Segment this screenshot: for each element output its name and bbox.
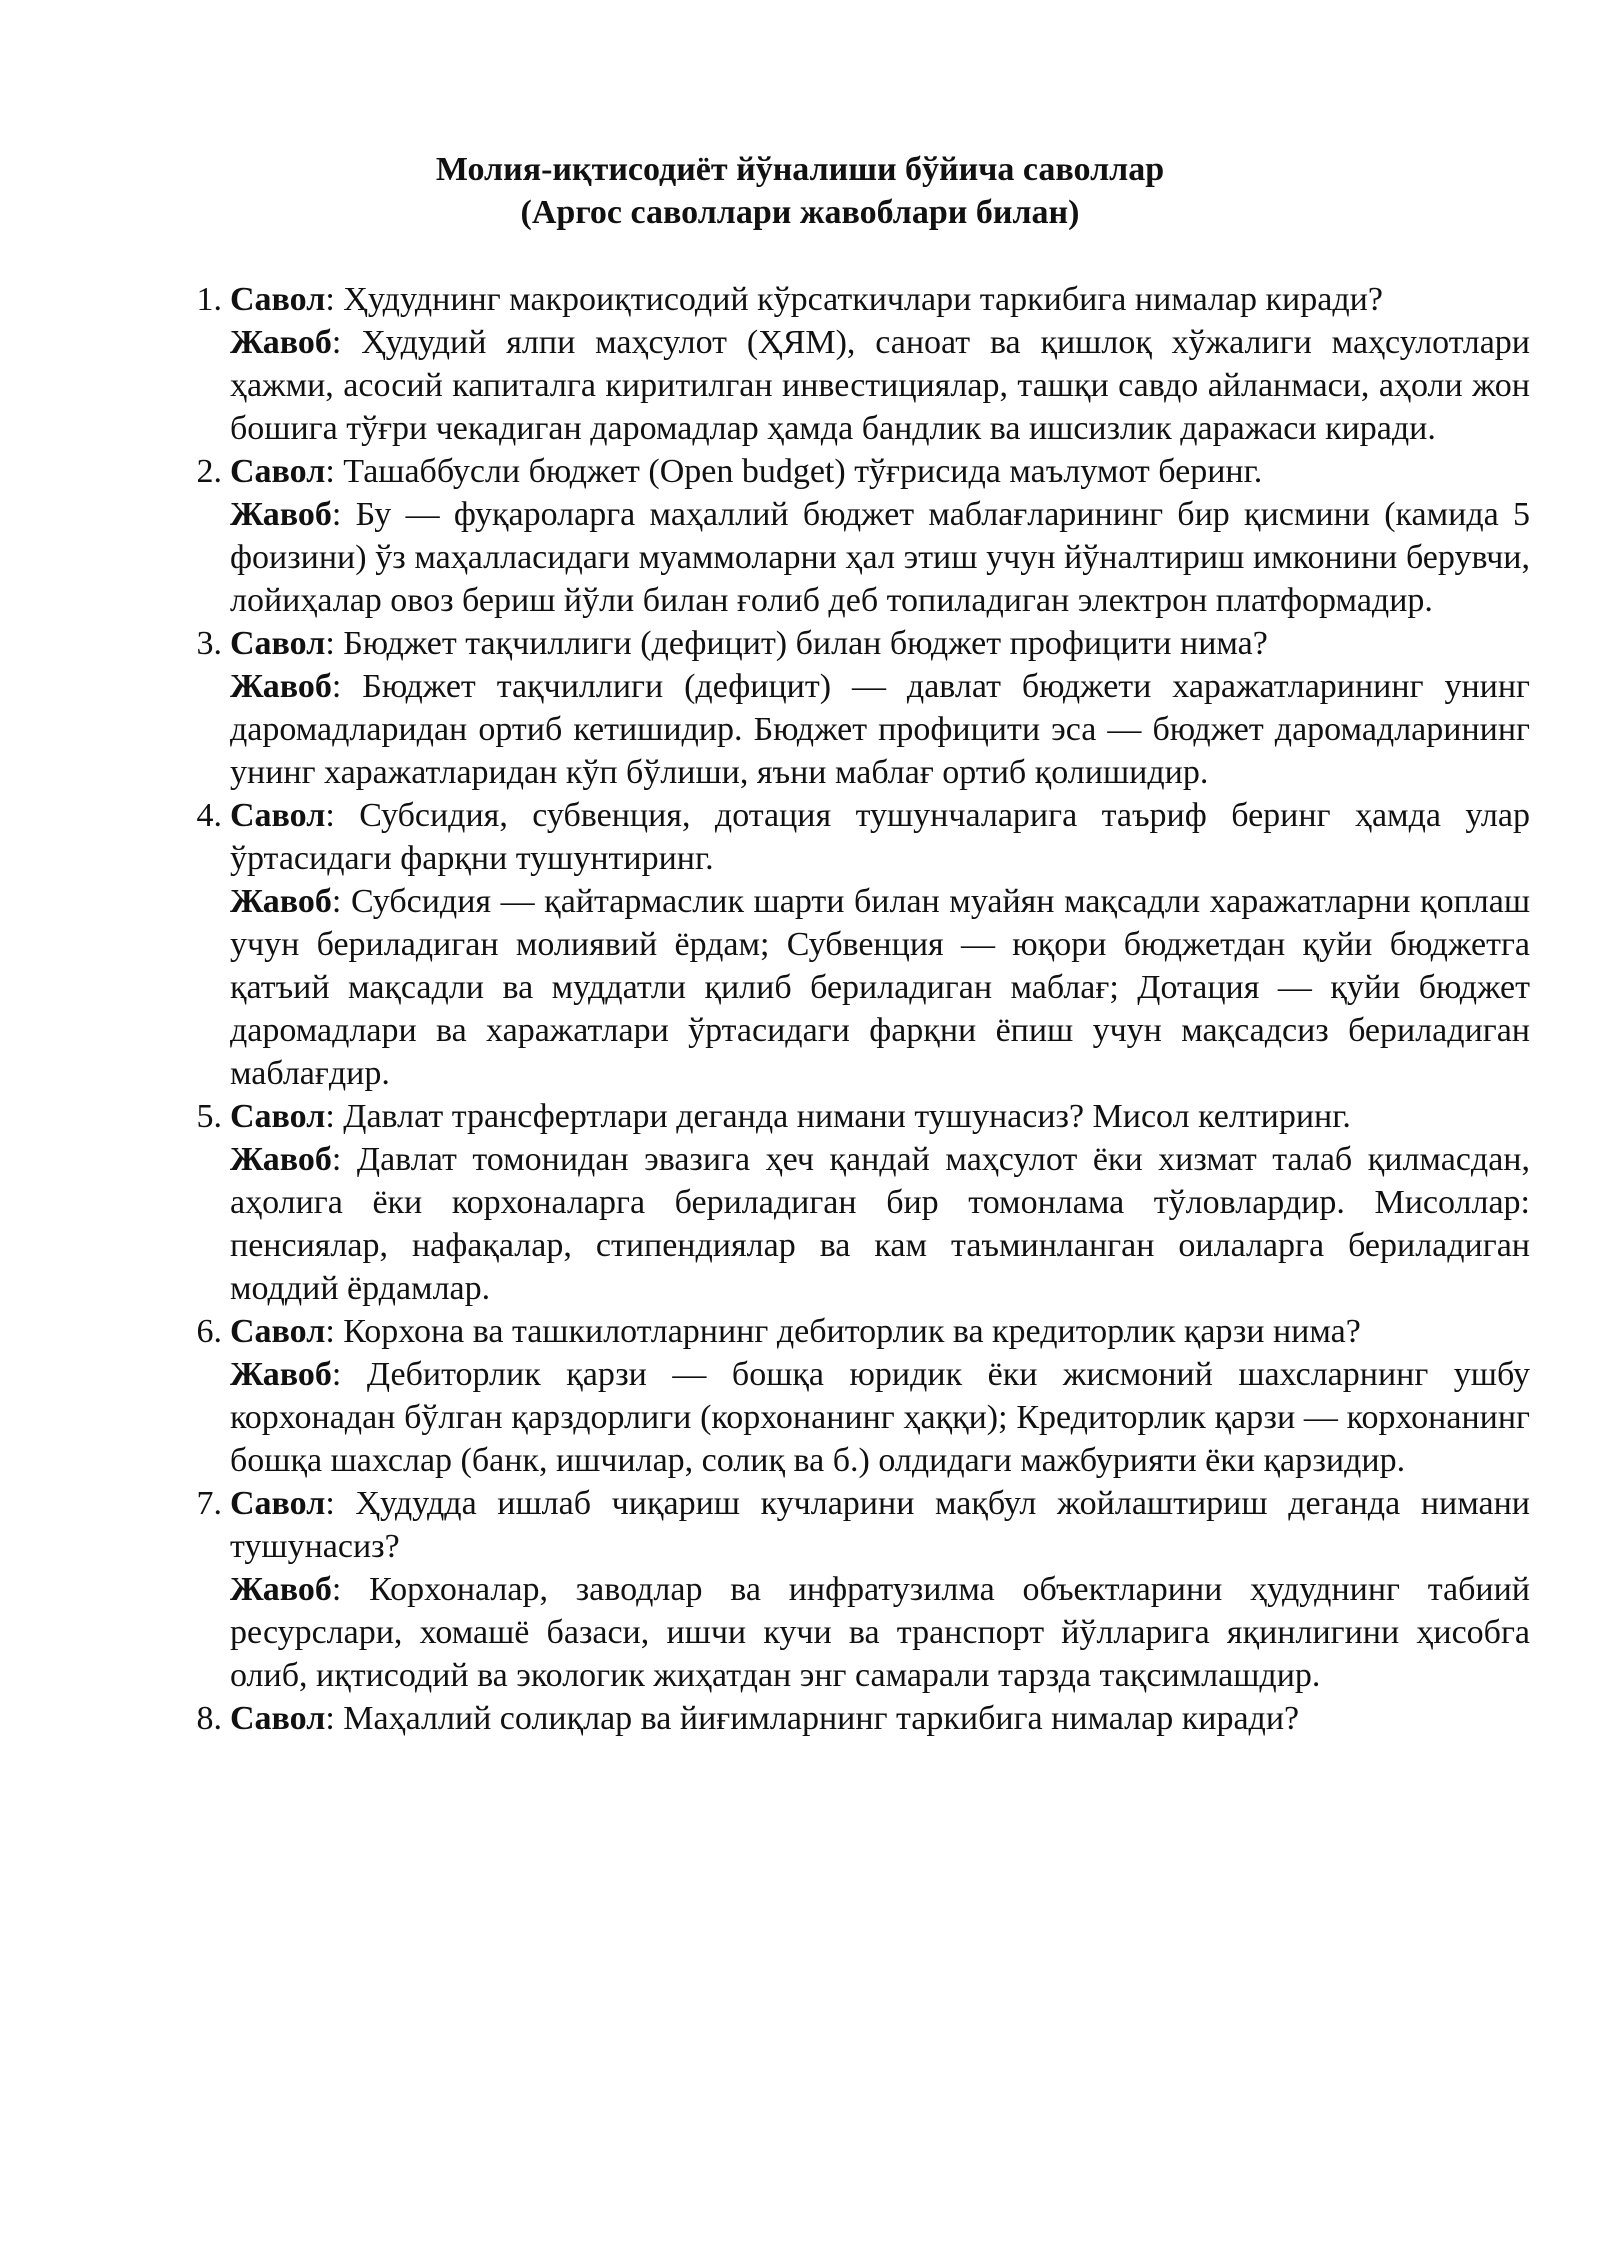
- question-paragraph: [230, 794, 1530, 880]
- answer-paragraph: [230, 880, 1530, 1095]
- question-text: Ҳудудда ишлаб чиқариш кучларини мақбул жойлаштириш деганда нимани тушунасиз?: [230, 1485, 1530, 1565]
- item-number: 2.: [196, 453, 222, 490]
- question-text: Бюджет тақчиллиги (дефицит) билан бюджет профицити нима?: [343, 625, 1268, 662]
- item-number: 6.: [196, 1313, 222, 1350]
- qa-item-8: [196, 1697, 1530, 1740]
- answer-paragraph: [230, 665, 1530, 794]
- label-separator: :: [325, 1485, 356, 1522]
- answer-label: Жавоб: [230, 496, 332, 533]
- answer-text: Корхоналар, заводлар ва инфратузилма объектларини ҳудуднинг табиий ресурслари, хомашё базаси, ишчи кучи ва транспорт йўлларига яқинлигини ҳисобга олиб, иқтисодий ва экологик жиҳатдан энг самарали тарзда тақсимлашдир.: [230, 1571, 1531, 1694]
- document-title: [0, 148, 1600, 234]
- item-number: 1.: [196, 281, 222, 318]
- label-separator: :: [331, 668, 363, 705]
- label-separator: :: [325, 625, 344, 662]
- question-label: Савол: [230, 1700, 326, 1737]
- title-line-1: Молия-иқтисодиёт йўналиши бўйича саволлар: [435, 151, 1165, 188]
- question-paragraph: [230, 1482, 1530, 1568]
- title-line-2: (Аргос саволлари жавоблари билан): [520, 194, 1080, 231]
- label-separator: :: [331, 1356, 367, 1393]
- answer-paragraph: [230, 493, 1530, 622]
- qa-item-3: [196, 622, 1530, 794]
- label-separator: :: [325, 281, 344, 318]
- item-number: 7.: [196, 1485, 222, 1522]
- question-label: Савол: [230, 1098, 326, 1135]
- answer-text: Субсидия — қайтармаслик шарти билан муайян мақсадли харажатларни қоплаш учун бериладиган молиявий ёрдам; Субвенция — юқори бюджетдан қуйи бюджетга қатъий мақсадли ва муддатли қилиб бериладиган маблағ; Дотация — қуйи бюджет даромадлари ва харажатлари ўртасидаги фарқни ёпиш учун мақсадсиз бериладиган маблағдир.: [230, 883, 1531, 1092]
- qa-item-4: [196, 794, 1531, 1095]
- label-separator: :: [325, 453, 344, 490]
- qa-item-5: [196, 1095, 1530, 1310]
- qa-item-2: [196, 450, 1530, 622]
- question-label: Савол: [230, 281, 326, 318]
- question-text: Ташаббусли бюджет (Open budget) тўғрисида маълумот беринг.: [343, 453, 1263, 490]
- answer-text: Давлат томонидан эвазига ҳеч қандай маҳсулот ёки хизмат талаб қилмасдан, аҳолига ёки корхоналарга бериладиган бир томонлама тўловлардир. Мисоллар: пенсиялар, нафақалар, стипендиялар ва кам таъминланган оилаларга бериладиган моддий ёрдамлар.: [230, 1141, 1530, 1307]
- item-number: 8.: [196, 1700, 222, 1737]
- question-paragraph: [230, 1697, 1530, 1740]
- label-separator: :: [331, 1571, 370, 1608]
- question-label: Савол: [230, 797, 326, 834]
- question-paragraph: [230, 278, 1530, 321]
- answer-label: Жавоб: [230, 324, 332, 361]
- qa-item-6: [196, 1310, 1530, 1482]
- label-separator: :: [325, 1098, 344, 1135]
- question-text: Ҳудуднинг макроиқтисодий кўрсаткичлари таркибига нималар киради?: [343, 281, 1383, 318]
- answer-label: Жавоб: [230, 1141, 332, 1178]
- questions-list: [196, 278, 1531, 1740]
- question-paragraph: [230, 1095, 1530, 1138]
- question-text: Субсидия, субвенция, дотация тушунчаларига таъриф беринг ҳамда улар ўртасидаги фарқни тушунтиринг.: [230, 797, 1530, 877]
- question-label: Савол: [230, 1313, 326, 1350]
- answer-text: Бу — фуқароларга маҳаллий бюджет маблағларининг бир қисмини (камида 5 фоизини) ўз маҳалласидаги муаммоларни ҳал этиш учун йўналтириш имконини берувчи, лойиҳалар овоз бериш йўли билан ғолиб деб топиладиган электрон платформадир.: [230, 496, 1530, 619]
- answer-label: Жавоб: [230, 1571, 332, 1608]
- label-separator: :: [325, 797, 360, 834]
- label-separator: :: [331, 883, 351, 920]
- question-text: Маҳаллий солиқлар ва йиғимларнинг таркибига нималар киради?: [343, 1700, 1300, 1737]
- answer-paragraph: [230, 321, 1530, 450]
- item-number: 3.: [196, 625, 222, 662]
- question-label: Савол: [230, 1485, 326, 1522]
- question-text: Давлат трансфертлари деганда нимани тушунасиз? Мисол келтиринг.: [343, 1098, 1351, 1135]
- question-label: Савол: [230, 625, 326, 662]
- label-separator: :: [331, 1141, 357, 1178]
- item-number: 4.: [196, 797, 222, 834]
- label-separator: :: [331, 496, 356, 533]
- answer-paragraph: [230, 1138, 1530, 1310]
- answer-text: Бюджет тақчиллиги (дефицит) — давлат бюджети харажатларининг унинг даромадларидан ортиб кетишидир. Бюджет профицити эса — бюджет даромадларининг унинг харажатларидан кўп бўлиши, яъни маблағ ортиб қолишидир.: [230, 668, 1530, 791]
- question-label: Савол: [230, 453, 326, 490]
- answer-text: Ҳудудий ялпи маҳсулот (ҲЯМ), саноат ва қишлоқ хўжалиги маҳсулотлари ҳажми, асосий капиталга киритилган инвестициялар, ташқи савдо айланмаси, аҳоли жон бошига тўғри чекадиган даромадлар ҳамда бандлик ва ишсизлик даражаси киради.: [230, 324, 1530, 447]
- question-text: Корхона ва ташкилотларнинг дебиторлик ва кредиторлик қарзи нима?: [343, 1313, 1361, 1350]
- label-separator: :: [331, 324, 362, 361]
- answer-label: Жавоб: [230, 668, 332, 705]
- question-paragraph: [230, 1310, 1530, 1353]
- answer-text: Дебиторлик қарзи — бошқа юридик ёки жисмоний шахсларнинг ушбу корхонадан бўлган қарздорлиги (корхонанинг ҳаққи); Кредиторлик қарзи — корхонанинг бошқа шахслар (банк, ишчилар, солиқ ва б.) олдидаги мажбурияти ёки қарзидир.: [230, 1356, 1530, 1479]
- qa-item-7: [196, 1482, 1531, 1697]
- item-number: 5.: [196, 1098, 222, 1135]
- label-separator: :: [325, 1700, 344, 1737]
- label-separator: :: [325, 1313, 344, 1350]
- answer-label: Жавоб: [230, 883, 332, 920]
- question-paragraph: [230, 450, 1530, 493]
- answer-label: Жавоб: [230, 1356, 332, 1393]
- answer-paragraph: [230, 1568, 1530, 1697]
- answer-paragraph: [230, 1353, 1530, 1482]
- question-paragraph: [230, 622, 1530, 665]
- qa-item-1: [196, 278, 1530, 450]
